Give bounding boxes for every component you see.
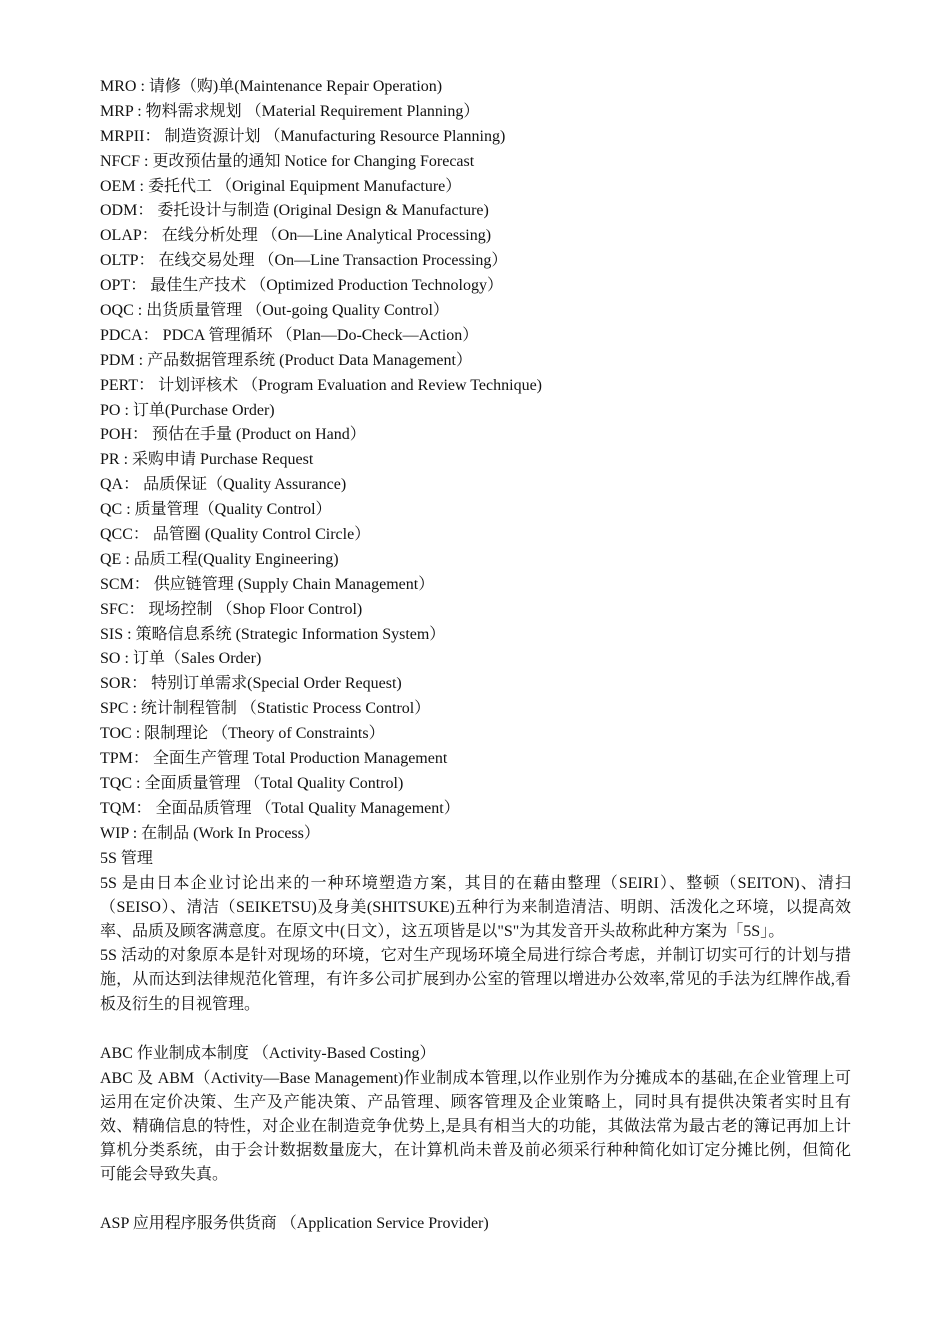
glossary-term: PDM : 产品数据管理系统 (Product Data Management） xyxy=(100,351,472,369)
glossary-term: SIS : 策略信息系统 (Strategic Information System） xyxy=(100,625,446,643)
glossary-term: TQM： 全面品质管理 （Total Quality Management） xyxy=(100,799,460,817)
glossary-term: POH： 预估在手量 (Product on Hand） xyxy=(100,426,366,444)
blank-line xyxy=(100,1017,851,1042)
glossary-term: SCM： 供应链管理 (Supply Chain Management） xyxy=(100,575,435,593)
glossary-term: OEM : 委托代工 （Original Equipment Manufacture） xyxy=(100,177,462,195)
glossary-term: MRO : 请修（购)单(Maintenance Repair Operation) xyxy=(100,78,443,95)
glossary-term: SFC： 现场控制 （Shop Floor Control) xyxy=(100,600,363,618)
section-title-5s: 5S 管理 xyxy=(100,849,153,867)
glossary-term: OLAP： 在线分析处理 （On—Line Analytical Processing) xyxy=(100,227,492,245)
glossary-term: SOR： 特别订单需求(Special Order Request) xyxy=(100,675,402,693)
glossary-term: OLTP： 在线交易处理 （On—Line Transaction Processing） xyxy=(100,252,508,270)
glossary-term: MRPII： 制造资源计划 （Manufacturing Resource Planning) xyxy=(100,127,506,145)
glossary-term: ODM： 委托设计与制造 (Original Design & Manufacture) xyxy=(100,202,489,220)
paragraph-abc-definition: ABC 及 ABM（Activity—Base Management)作业制成本管理,以作业别作为分摊成本的基础,在企业管理上可运用在定价决策、生产及产能决策、产品管理、顾客管理及企业策略上，同时具有提供决策者实时且有效、精确信息的特性，对企业在制造竞争优势上,是具有相当大的功能，其做法常为最古老的簿记再加上计算机分类系统，由于会计数据数量庞大，在计算机尚未普及前必须采行种种简化如订定分摊比例，但简化可能会导致失真。 xyxy=(100,1069,851,1184)
glossary-term: TOC : 限制理论 （Theory of Constraints） xyxy=(100,725,385,743)
blank-line xyxy=(100,1188,851,1213)
glossary-term: PDCA： PDCA 管理循环 （Plan—Do-Check—Action） xyxy=(100,326,479,344)
glossary-term: SPC : 统计制程管制 （Statistic Process Control） xyxy=(100,700,431,718)
glossary-term: PO : 订单(Purchase Order) xyxy=(100,401,275,419)
glossary-term: OQC : 出货质量管理 （Out-going Quality Control） xyxy=(100,302,449,320)
glossary-term: PR : 采购申请 Purchase Request xyxy=(100,451,314,469)
glossary-term: PERT： 计划评核术 （Program Evaluation and Review Technique) xyxy=(100,376,542,394)
section-title-asp: ASP 应用程序服务供货商 （Application Service Provider) xyxy=(100,1215,489,1233)
glossary-term: NFCF : 更改预估量的通知 Notice for Changing Forecast xyxy=(100,152,475,170)
glossary-term: OPT： 最佳生产技术 （Optimized Production Technology） xyxy=(100,277,504,295)
glossary-term: MRP : 物料需求规划 （Material Requirement Planning） xyxy=(100,102,480,120)
glossary-term: WIP : 在制品 (Work In Process） xyxy=(100,824,320,842)
glossary-term: SO : 订单（Sales Order) xyxy=(100,650,262,668)
section-title-abc: ABC 作业制成本制度 （Activity-Based Costing） xyxy=(100,1044,436,1062)
paragraph-5s-definition: 5S 是由日本企业讨论出来的一种环境塑造方案，其目的在藉由整理（SEIRI）、整顿（SEITON)、清扫（SEISO）、清洁（SEIKETSU)及身美(SHITSUKE)五种行为来制造清洁、明朗、活泼化之环境，以提高效率、品质及顾客满意度。在原文中(日文），这五项皆是以"S"为其发音开头故称此种方案为「5S」。 xyxy=(100,874,851,940)
glossary-term: QA： 品质保证（Quality Assurance) xyxy=(100,476,347,494)
document-page xyxy=(100,75,851,1237)
glossary-term: TQC : 全面质量管理 （Total Quality Control) xyxy=(100,774,404,792)
glossary-term: QE : 品质工程(Quality Engineering) xyxy=(100,550,339,568)
glossary-term: QCC： 品管圈 (Quality Control Circle） xyxy=(100,526,371,544)
paragraph-5s-scope: 5S 活动的对象原本是针对现场的环境，它对生产现场环境全局进行综合考虑，并制订切实可行的计划与措施，从而达到法律规范化管理，有许多公司扩展到办公室的管理以增进办公效率,常见的手法为红牌作战,看板及衍生的目视管理。 xyxy=(100,947,851,1013)
glossary-term: TPM： 全面生产管理 Total Production Management xyxy=(100,750,448,768)
glossary-term: QC : 质量管理（Quality Control） xyxy=(100,501,332,519)
glossary-list xyxy=(100,75,851,847)
